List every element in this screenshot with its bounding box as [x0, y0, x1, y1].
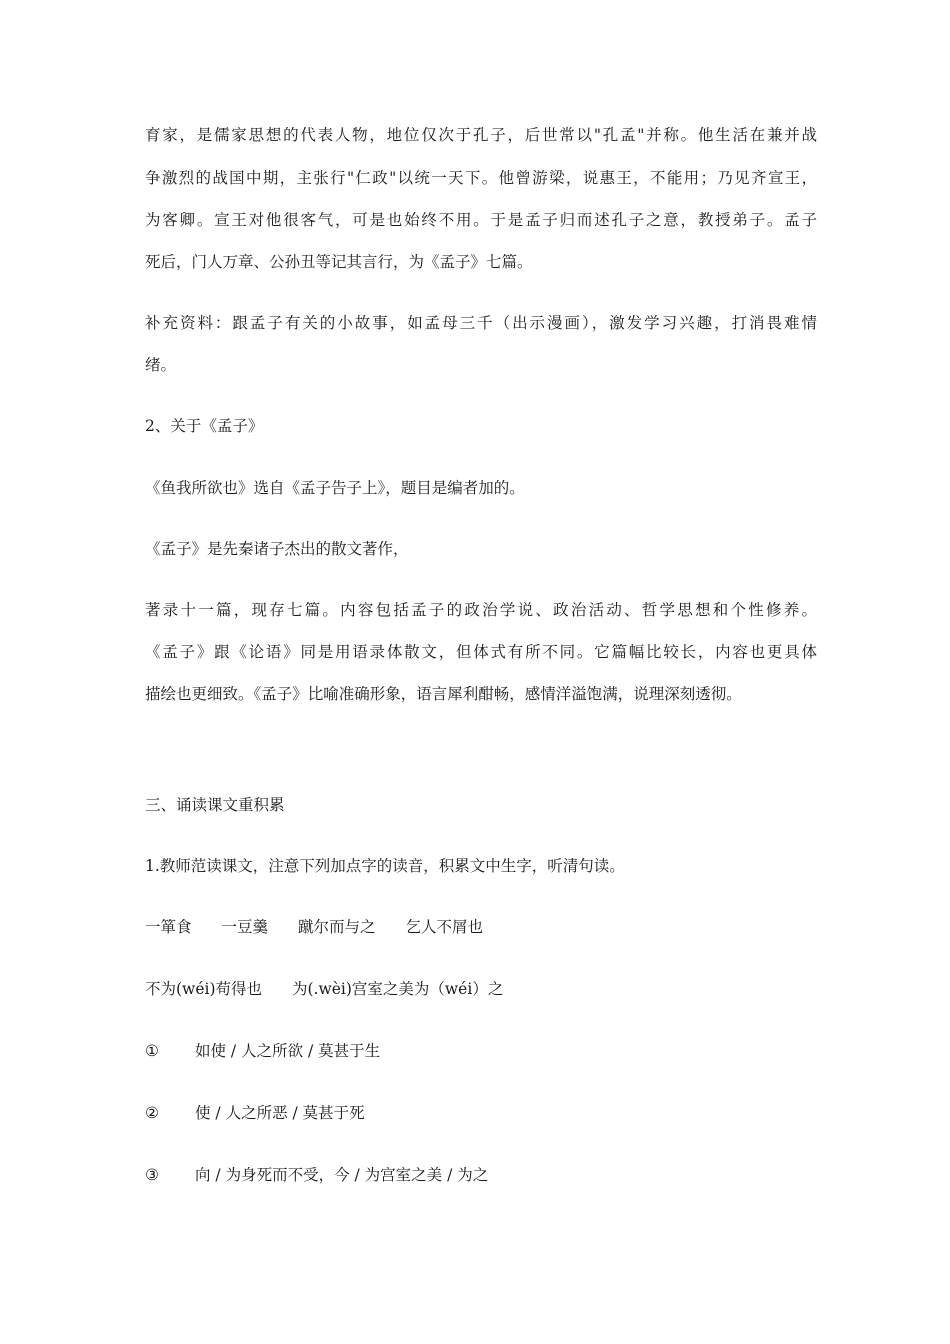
vocab-word: 蹴尔而与之: [298, 918, 376, 936]
section-2-source: 《鱼我所欲也》选自《孟子告子上》，题目是编者加的。: [145, 479, 525, 497]
section-2-detail-2: 《孟子》跟《论语》同是用语录体散文，但体式有所不同。它篇幅比较长，内容也更具体: [145, 643, 817, 661]
intro-line-1: 育家，是儒家思想的代表人物，地位仅次于孔子，后世常以"孔孟"并称。他生活在兼并战: [145, 126, 817, 144]
vocab-word: 为(.wèi)宫室之美为（wéi）之: [292, 980, 504, 998]
section-2-detail-1: 著录十一篇，现存七篇。内容包括孟子的政治学说、政治活动、哲学思想和个性修养。: [145, 601, 817, 619]
section-2-work: 《孟子》是先秦诸子杰出的散文著作，: [145, 540, 409, 558]
intro-line-4: 死后，门人万章、公孙丑等记其言行，为《孟子》七篇。: [145, 253, 533, 271]
vocabulary-row-2: [145, 979, 503, 999]
supplement-line-1: 补充资料：跟孟子有关的小故事，如孟母三千（出示漫画），激发学习兴趣，打消畏难情: [145, 314, 817, 332]
supplement-line-2: 绪。: [145, 356, 177, 374]
reading-item-1: [145, 1041, 380, 1061]
vocab-word: 一豆羹: [221, 918, 269, 936]
vocabulary-row-1: [145, 917, 483, 937]
reading-text: 向 / 为身死而不受，今 / 为宫室之美 / 为之: [195, 1166, 489, 1184]
reading-number: ②: [145, 1104, 159, 1122]
vocab-word: 乞人不屑也: [405, 918, 484, 936]
reading-item-2: [145, 1103, 365, 1123]
reading-text: 如使 / 人之所欲 / 莫甚于生: [195, 1042, 381, 1060]
intro-line-3: 为客卿。宣王对他很客气，可是也始终不用。于是孟子归而述孔子之意，教授弟子。孟子: [145, 211, 817, 229]
reading-number: ③: [145, 1166, 159, 1184]
vocab-word: 不为(wéi)苟得也: [145, 980, 262, 998]
section-2-heading: 2、关于《孟子》: [145, 417, 264, 435]
section-2-detail-3: 描绘也更细致。《孟子》比喻准确形象，语言犀利酣畅，感情洋溢饱满，说理深刻透彻。: [145, 685, 742, 703]
reading-text: 使 / 人之所恶 / 莫甚于死: [195, 1104, 365, 1122]
intro-line-2: 争激烈的战国中期，主张行"仁政"以统一天下。他曾游梁，说惠王，不能用；乃见齐宣王，: [145, 169, 817, 187]
reading-number: ①: [145, 1042, 159, 1060]
reading-item-3: [145, 1165, 488, 1185]
section-3-instruction: 1.教师范读课文，注意下列加点字的读音，积累文中生字，听清句读。: [145, 857, 625, 875]
section-3-heading: 三、诵读课文重积累: [145, 796, 285, 814]
vocab-word: 一箪食: [145, 918, 192, 936]
